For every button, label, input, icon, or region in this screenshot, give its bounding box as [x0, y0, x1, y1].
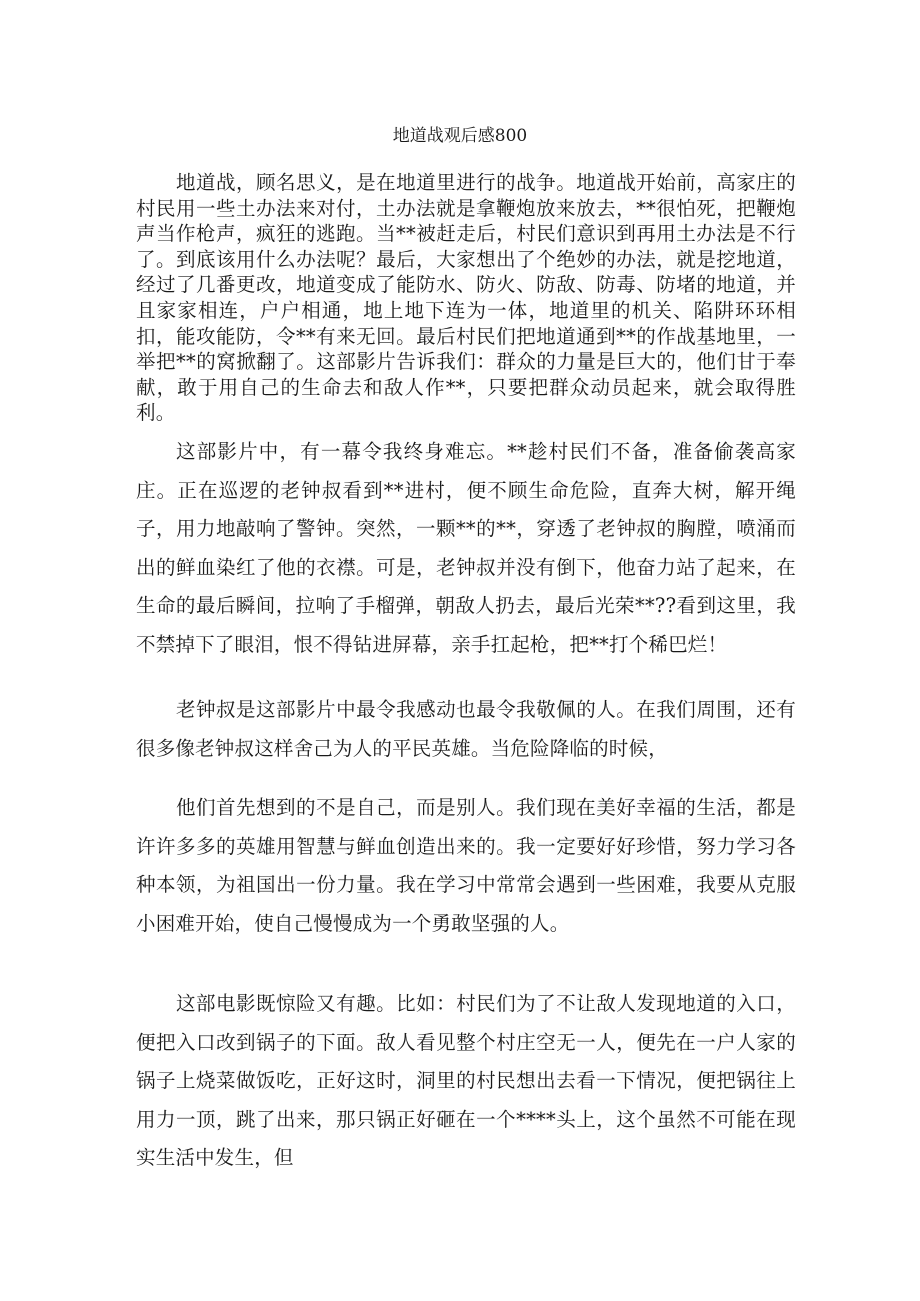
- paragraph-4: 他们首先想到的不是自己，而是别人。我们现在美好幸福的生活，都是许许多多的英雄用智慧与鲜血创造出来的。我一定要好好珍惜，努力学习各种本领，为祖国出一份力量。我在学习中常常会遇到一些困难，我要从克服小困难开始，使自己慢慢成为一个勇敢坚强的人。: [136, 796, 796, 935]
- paragraph-1: 地道战，顾名思义，是在地道里进行的战争。地道战开始前，高家庄的村民用一些土办法来对付，土办法就是拿鞭炮放来放去，**很怕死，把鞭炮声当作枪声，疯狂的逃跑。当**被赶走后，村民们意识到再用土办法是不行了。到底该用什么办法呢？最后，大家想出了个绝妙的办法，就是挖地道，经过了几番更改，地道变成了能防水、防火、防敌、防毒、防堵的地道，并且家家相连，户户相通，地上地下连为一体，地道里的机关、陷阱环环相扣，能攻能防，令**有来无回。最后村民们把地道通到**的作战基地里，一举把**的窝掀翻了。这部影片告诉我们：群众的力量是巨大的，他们甘于奉献，敢于用自己的生命去和敌人作**，只要把群众动员起来，就会取得胜利。: [136, 171, 796, 425]
- paragraph-5: 这部电影既惊险又有趣。比如：村民们为了不让敌人发现地道的入口，便把入口改到锅子的下面。敌人看见整个村庄空无一人，便先在一户人家的锅子上烧菜做饭吃，正好这时，洞里的村民想出去看一下情况，便把锅往上用力一顶，跳了出来，那只锅正好砸在一个****头上，这个虽然不可能在现实生活中发生，但: [136, 992, 796, 1170]
- document-title: 地道战观后感800: [392, 126, 528, 146]
- paragraph-3: 老钟叔是这部影片中最令我感动也最令我敬佩的人。在我们周围，还有很多像老钟叔这样舍己为人的平民英雄。当危险降临的时候，: [136, 698, 796, 760]
- paragraph-2: 这部影片中，有一幕令我终身难忘。**趁村民们不备，准备偷袭高家庄。正在巡逻的老钟叔看到**进村，便不顾生命危险，直奔大树，解开绳子，用力地敲响了警钟。突然，一颗**的**，穿透了老钟叔的胸膛，喷涌而出的鲜血染红了他的衣襟。可是，老钟叔并没有倒下，他奋力站了起来，在生命的最后瞬间，拉响了手榴弹，朝敌人扔去，最后光荣**??看到这里，我不禁掉下了眼泪，恨不得钻进屏幕，亲手扛起枪，把**打个稀巴烂！: [136, 440, 796, 656]
